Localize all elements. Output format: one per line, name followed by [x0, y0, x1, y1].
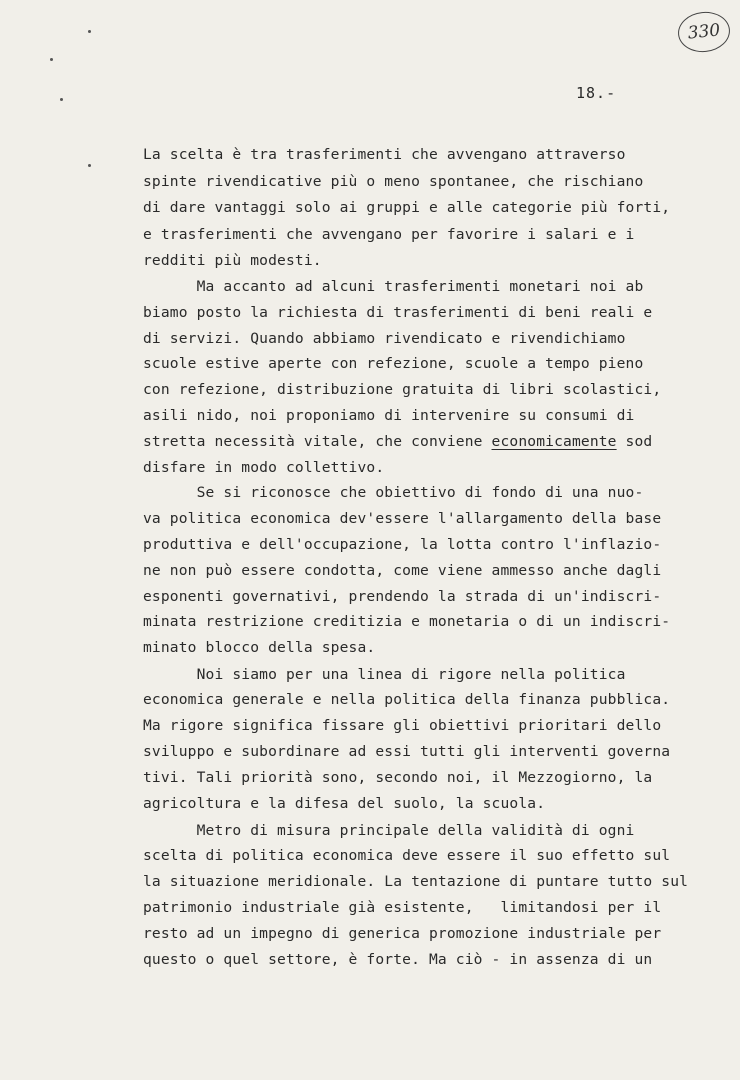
text-line: disfare in modo collettivo. — [143, 459, 385, 476]
text-line: e trasferimenti che avvengano per favorire i salari e i — [143, 226, 635, 243]
text-line: con refezione, distribuzione gratuita di libri scolastici, — [143, 381, 662, 398]
text-line: di servizi. Quando abbiamo rivendicato e rivendichiamo — [143, 330, 626, 347]
text-line: produttiva e dell'occupazione, la lotta contro l'inflazio- — [143, 536, 662, 553]
text-line: la situazione meridionale. La tentazione di puntare tutto sul — [143, 873, 689, 890]
text-line: Noi siamo per una linea di rigore nella politica — [143, 666, 626, 683]
text-line: economica generale e nella politica della finanza pubblica. — [143, 691, 671, 708]
text-line: spinte rivendicative più o meno spontanee, che rischiano — [143, 173, 644, 190]
underlined-word: economicamente — [491, 433, 617, 450]
text-line: scelta di politica economica deve essere il suo effetto sul — [143, 847, 671, 864]
text-line: scuole estive aperte con refezione, scuole a tempo pieno — [143, 355, 644, 372]
text-line: stretta necessità vitale, che conviene economicamente sod — [143, 433, 653, 450]
text-line: La scelta è tra trasferimenti che avvengano attraverso — [143, 146, 626, 163]
text-line: esponenti governativi, prendendo la strada di un'indiscri- — [143, 588, 662, 605]
text-line: patrimonio industriale già esistente, limitandosi per il — [143, 899, 662, 916]
text-line: Metro di misura principale della validità di ogni — [143, 822, 635, 839]
margin-mark — [88, 30, 91, 33]
text-line: Se si riconosce che obiettivo di fondo di una nuo- — [143, 484, 644, 501]
margin-mark — [88, 164, 91, 167]
page-number: 18.- — [576, 84, 617, 102]
text-line: biamo posto la richiesta di trasferimenti di beni reali e — [143, 304, 653, 321]
text-line: resto ad un impegno di generica promozione industriale per — [143, 925, 662, 942]
text-line: va politica economica dev'essere l'allargamento della base — [143, 510, 662, 527]
text-line: sviluppo e subordinare ad essi tutti gli interventi governa — [143, 743, 671, 760]
text-line: di dare vantaggi solo ai gruppi e alle categorie più forti, — [143, 199, 671, 216]
text-line: Ma accanto ad alcuni trasferimenti monetari noi ab — [143, 278, 644, 295]
archive-stamp: 330 — [676, 9, 732, 54]
margin-mark — [50, 58, 53, 61]
text-line: questo o quel settore, è forte. Ma ciò - in assenza di un — [143, 951, 653, 968]
text-line: tivi. Tali priorità sono, secondo noi, il Mezzogiorno, la — [143, 769, 653, 786]
margin-mark — [60, 98, 63, 101]
text-line: minato blocco della spesa. — [143, 639, 376, 656]
text-line: redditi più modesti. — [143, 252, 322, 269]
text-line: minata restrizione creditizia e monetaria o di un indiscri- — [143, 613, 671, 630]
text-line: Ma rigore significa fissare gli obiettivi prioritari dello — [143, 717, 662, 734]
text-line: agricoltura e la difesa del suolo, la scuola. — [143, 795, 546, 812]
text-line: asili nido, noi proponiamo di intervenire su consumi di — [143, 407, 635, 424]
text-line: ne non può essere condotta, come viene ammesso anche dagli — [143, 562, 662, 579]
